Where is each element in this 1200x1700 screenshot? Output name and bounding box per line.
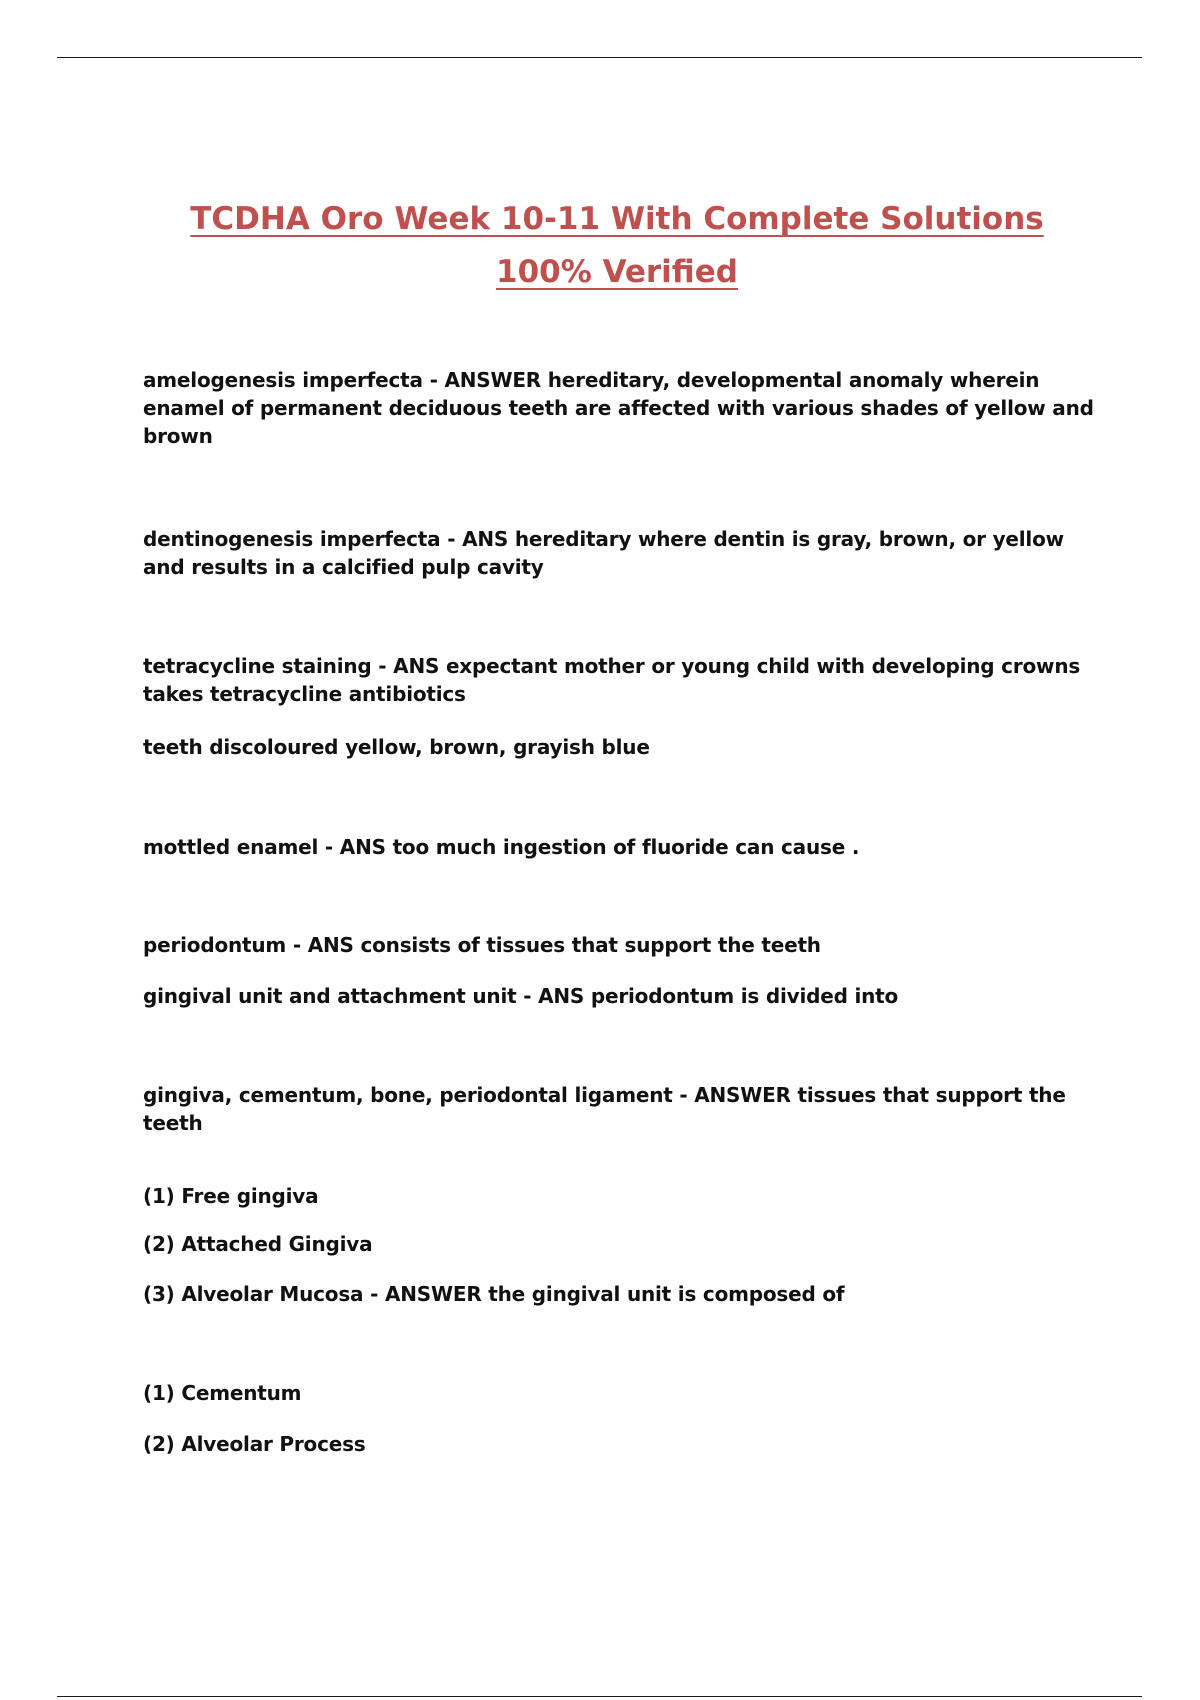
title-line-1: TCDHA Oro Week 10-11 With Complete Solutions bbox=[190, 201, 1044, 237]
entry-free-gingiva: (1) Free gingiva bbox=[143, 1184, 319, 1208]
document-title bbox=[140, 193, 1094, 299]
entry-tetracycline: tetracycline staining - ANS expectant mother or young child with developing crowns takes tetracycline antibiotics bbox=[143, 654, 1081, 706]
entry-mottled-enamel: mottled enamel - ANS too much ingestion of fluoride can cause . bbox=[143, 835, 860, 859]
title-line-2: 100% Verified bbox=[496, 254, 738, 290]
entry-tetracycline-note: teeth discoloured yellow, brown, grayish blue bbox=[143, 735, 650, 759]
entry-supporting-tissues: gingiva, cementum, bone, periodontal ligament - ANSWER tissues that support the teeth bbox=[143, 1083, 1066, 1135]
entry-cementum: (1) Cementum bbox=[143, 1381, 302, 1405]
footer-rule bbox=[57, 1696, 1142, 1697]
header-rule bbox=[57, 57, 1142, 58]
entry-gingival-unit: gingival unit and attachment unit - ANS periodontum is divided into bbox=[143, 984, 899, 1008]
entry-amelogenesis: amelogenesis imperfecta - ANSWER hereditary, developmental anomaly wherein enamel of permanent deciduous teeth are affected with various shades of yellow and brown bbox=[143, 368, 1094, 448]
entry-periodontum: periodontum - ANS consists of tissues that support the teeth bbox=[143, 933, 821, 957]
entry-alveolar-mucosa: (3) Alveolar Mucosa - ANSWER the gingival unit is composed of bbox=[143, 1282, 845, 1306]
entry-alveolar-process: (2) Alveolar Process bbox=[143, 1432, 366, 1456]
entry-attached-gingiva: (2) Attached Gingiva bbox=[143, 1232, 373, 1256]
entry-dentinogenesis: dentinogenesis imperfecta - ANS hereditary where dentin is gray, brown, or yellow and results in a calcified pulp cavity bbox=[143, 527, 1064, 579]
